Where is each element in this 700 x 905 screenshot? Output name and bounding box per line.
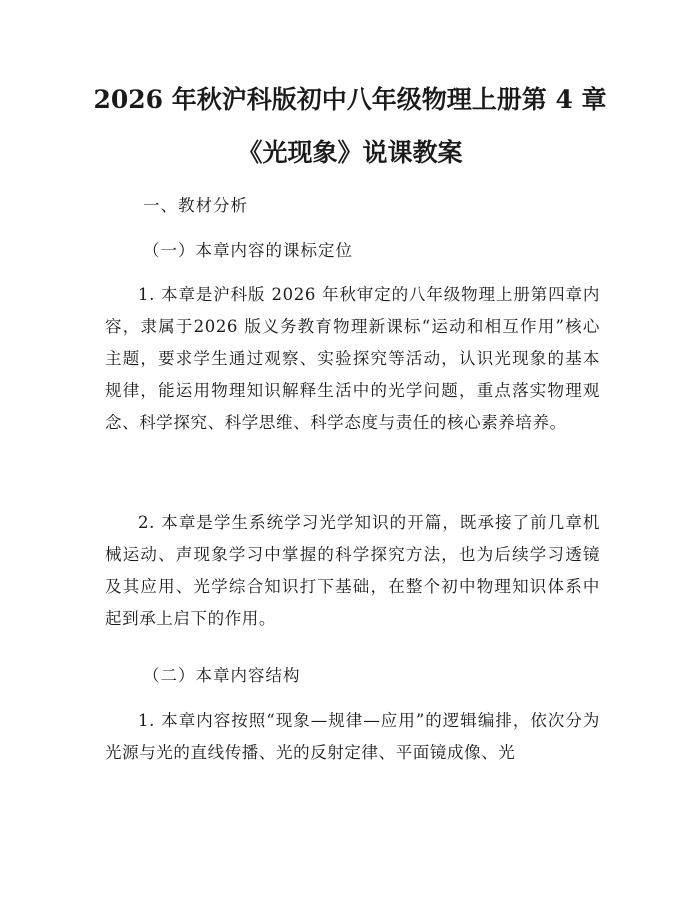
paragraph-chapter-positioning: 1. 本章是沪科版 2026 年秋审定的八年级物理上册第四章内容，隶属于2026 版义务教育物理新课标“运动和相互作用”核心主题，要求学生通过观察、实验探究等活动，认识光现象的基本规律，能运用物理知识解释生活中的光学问题，重点落实物理观念、科学探究、科学思维、科学态度与责任的核心素养培养。	[105, 285, 600, 432]
subsection-heading-chapter-structure: （二）本章内容结构	[143, 666, 301, 685]
paragraph-chapter-structure: 1. 本章内容按照“现象—规律—应用”的逻辑编排，依次分为光源与光的直线传播、光的反射定律、平面镜成像、光	[105, 711, 600, 762]
subsection-heading-curriculum-positioning: （一）本章内容的课标定位	[143, 241, 353, 260]
paragraph-chapter-role: 2. 本章是学生系统学习光学知识的开篇，既承接了前几章机械运动、声现象学习中掌握的科学探究方法，也为后续学习透镜及其应用、光学综合知识打下基础，在整个初中物理知识体系中起到承上启下的作用。	[105, 513, 600, 628]
document-title-line-1: 2026 年秋沪科版初中八年级物理上册第 4 章	[93, 85, 607, 114]
document-title-line-2: 《光现象》说课教案	[237, 138, 463, 167]
section-heading-textbook-analysis: 一、教材分析	[143, 196, 248, 215]
